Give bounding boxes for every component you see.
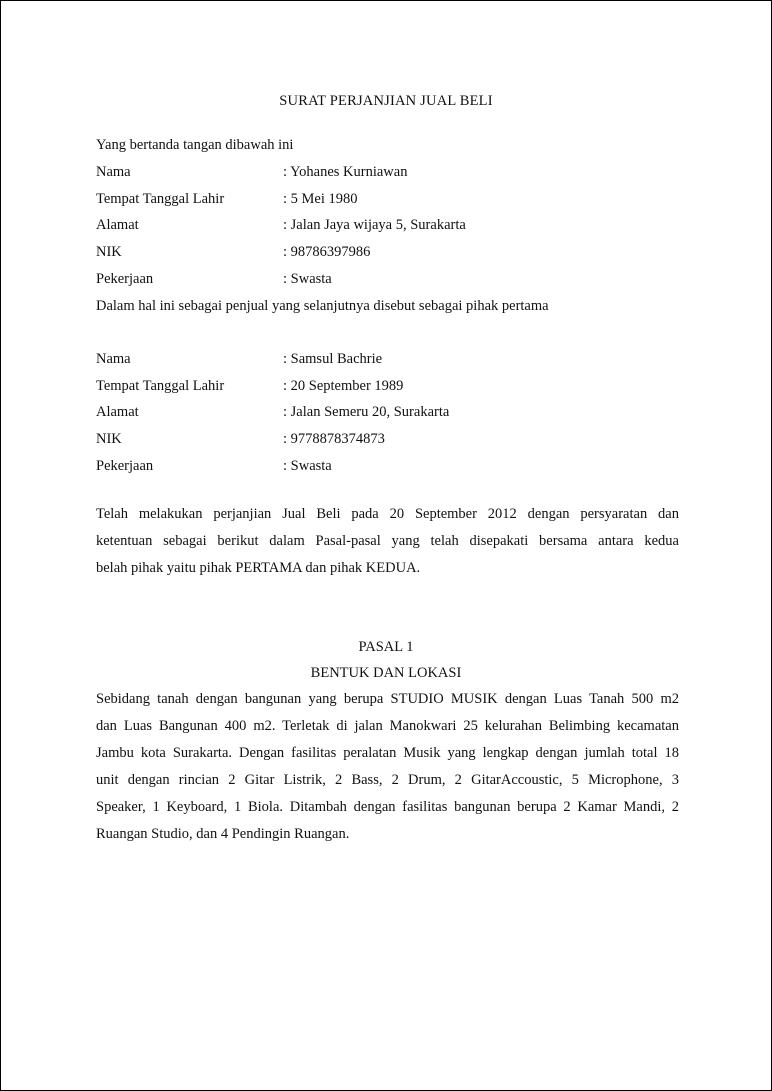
pasal-number: PASAL 1 (358, 639, 414, 655)
field-value: : 5 Mei 1980 (283, 191, 358, 207)
field-value: : 98786397986 (283, 244, 371, 260)
field-label: Alamat (96, 217, 139, 233)
intro-text: Yang bertanda tangan dibawah ini (96, 137, 294, 153)
party1-role-statement: Dalam hal ini sebagai penjual yang selanjutnya disebut sebagai pihak pertama (96, 298, 549, 314)
pasal-line: Speaker, 1 Keyboard, 1 Biola. Ditambah dengan fasilitas bangunan berupa 2 Kamar Mandi, 2 (96, 799, 679, 815)
field-label: Tempat Tanggal Lahir (96, 378, 225, 394)
field-value: : Jalan Jaya wijaya 5, Surakarta (283, 217, 466, 233)
field-label: Tempat Tanggal Lahir (96, 191, 225, 207)
document-title: SURAT PERJANJIAN JUAL BELI (279, 93, 493, 109)
field-value: : Yohanes Kurniawan (283, 164, 408, 180)
pasal-line: Sebidang tanah dengan bangunan yang berupa STUDIO MUSIK dengan Luas Tanah 500 m2 (96, 691, 679, 707)
pasal-line: Ruangan Studio, dan 4 Pendingin Ruangan. (96, 826, 350, 842)
field-label: Alamat (96, 404, 139, 420)
agreement-line: belah pihak yaitu pihak PERTAMA dan pihak KEDUA. (96, 560, 421, 576)
field-label: Nama (96, 164, 131, 180)
field-value: : Jalan Semeru 20, Surakarta (283, 404, 450, 420)
field-label: Pekerjaan (96, 271, 154, 287)
pasal-heading: BENTUK DAN LOKASI (310, 665, 462, 681)
field-label: NIK (96, 244, 122, 260)
agreement-line: Telah melakukan perjanjian Jual Beli pada 20 September 2012 dengan persyaratan dan (96, 506, 679, 522)
agreement-line: ketentuan sebagai berikut dalam Pasal-pasal yang telah disepakati bersama antara kedua (96, 533, 679, 549)
field-label: NIK (96, 431, 122, 447)
field-value: : 9778878374873 (283, 431, 385, 447)
pasal-line: dan Luas Bangunan 400 m2. Terletak di jalan Manokwari 25 kelurahan Belimbing kecamatan (96, 718, 679, 734)
pasal-line: Jambu kota Surakarta. Dengan fasilitas peralatan Musik yang lengkap dengan jumlah total 18 (96, 745, 679, 761)
field-value: : Samsul Bachrie (283, 351, 383, 367)
field-value: : Swasta (283, 458, 332, 474)
field-label: Pekerjaan (96, 458, 154, 474)
field-value: : Swasta (283, 271, 332, 287)
field-value: : 20 September 1989 (283, 378, 404, 394)
pasal-line: unit dengan rincian 2 Gitar Listrik, 2 Bass, 2 Drum, 2 GitarAccoustic, 5 Microphone, 3 (96, 772, 679, 788)
field-label: Nama (96, 351, 131, 367)
